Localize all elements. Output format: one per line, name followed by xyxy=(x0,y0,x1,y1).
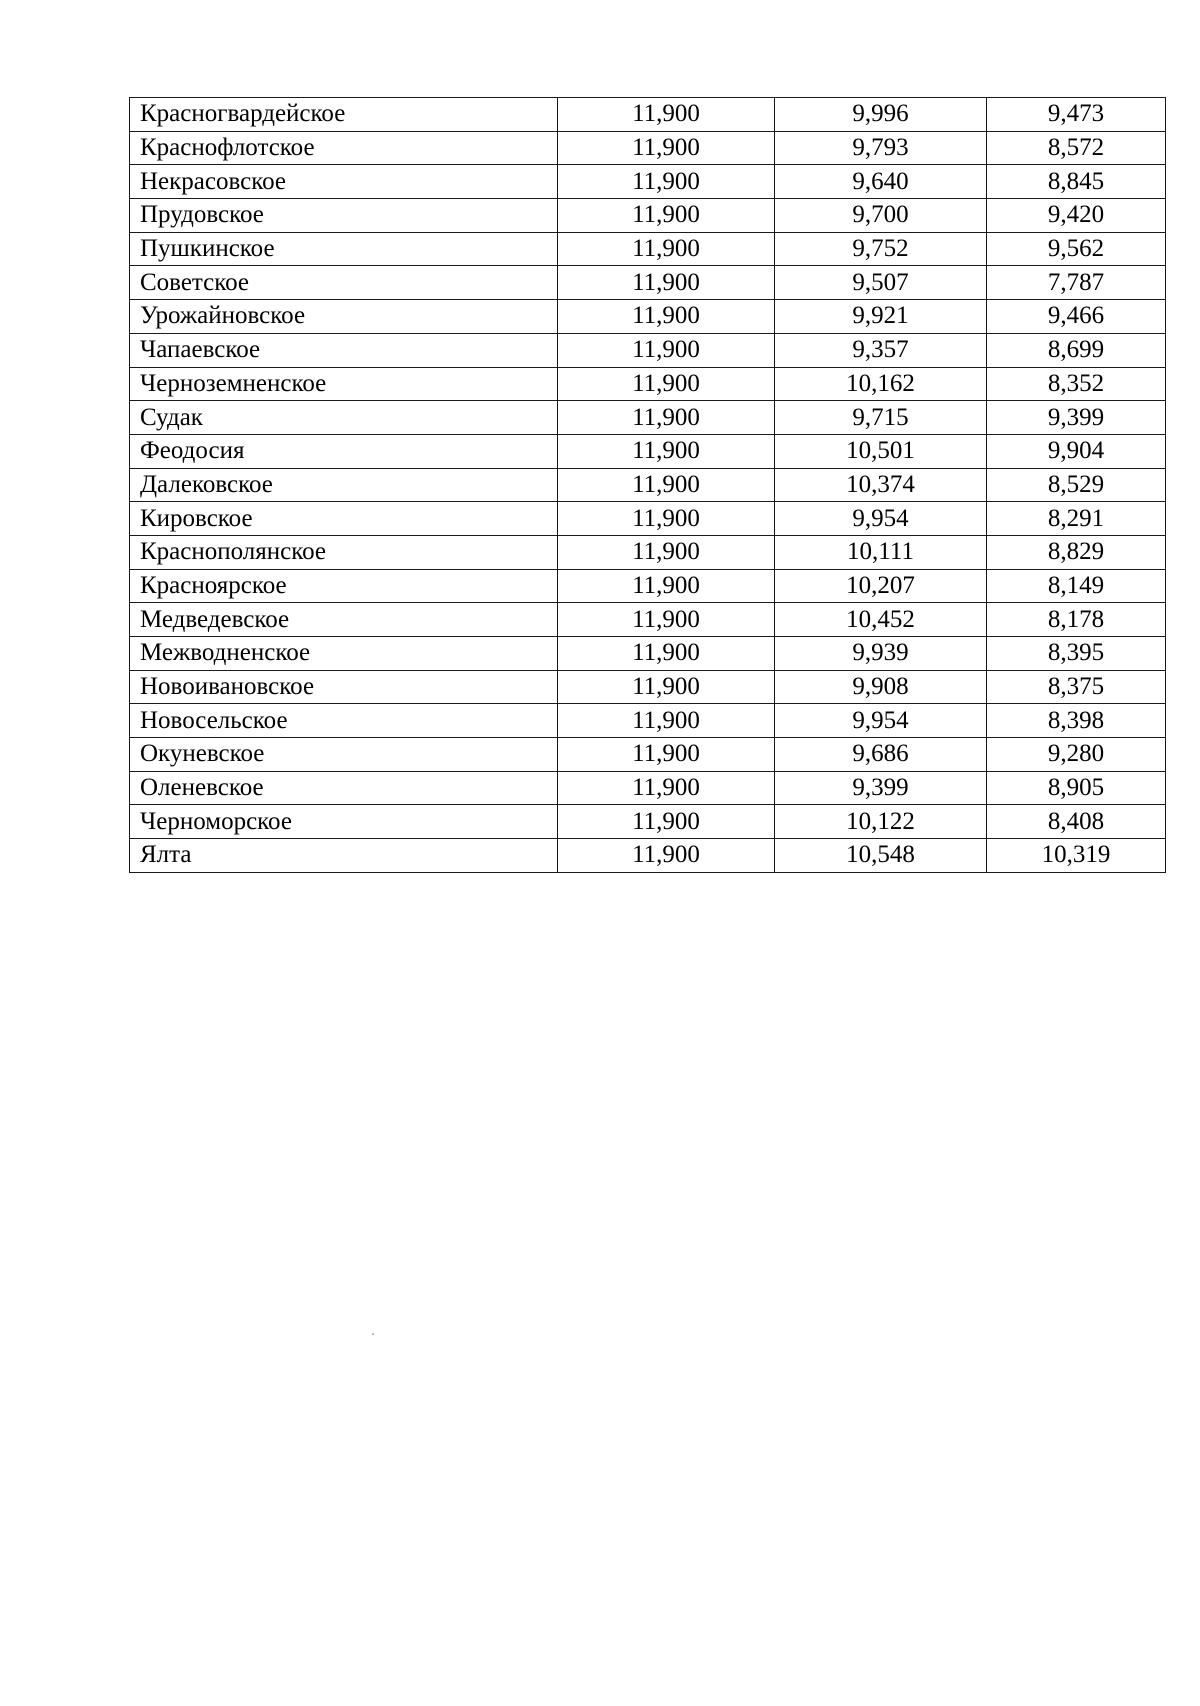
value-cell: 8,829 xyxy=(987,535,1166,569)
table-row xyxy=(130,569,1166,603)
value-cell: 9,700 xyxy=(775,199,987,233)
value-cell: 9,640 xyxy=(775,165,987,199)
table-row xyxy=(130,98,1166,132)
value-cell: 8,845 xyxy=(987,165,1166,199)
value-cell: 10,548 xyxy=(775,839,987,873)
value-cell: 9,507 xyxy=(775,266,987,300)
value-cell: 9,399 xyxy=(987,401,1166,435)
value-cell: 11,900 xyxy=(558,839,775,873)
value-cell: 11,900 xyxy=(558,805,775,839)
value-cell: 9,904 xyxy=(987,434,1166,468)
settlement-name-cell: Медведевское xyxy=(130,603,558,637)
value-cell: 11,900 xyxy=(558,502,775,536)
value-cell: 10,374 xyxy=(775,468,987,502)
table-row xyxy=(130,232,1166,266)
settlement-name-cell: Чапаевское xyxy=(130,333,558,367)
value-cell: 10,122 xyxy=(775,805,987,839)
settlement-name-cell: Новосельское xyxy=(130,704,558,738)
settlement-name-cell: Красногвардейское xyxy=(130,98,558,132)
value-cell: 11,900 xyxy=(558,232,775,266)
value-cell: 9,954 xyxy=(775,704,987,738)
value-cell: 11,900 xyxy=(558,165,775,199)
value-cell: 9,908 xyxy=(775,670,987,704)
value-cell: 10,111 xyxy=(775,535,987,569)
scan-speck xyxy=(372,1333,374,1335)
value-cell: 9,715 xyxy=(775,401,987,435)
table-body xyxy=(130,98,1166,873)
table-row xyxy=(130,670,1166,704)
value-cell: 9,996 xyxy=(775,98,987,132)
value-cell: 10,319 xyxy=(987,839,1166,873)
value-cell: 8,149 xyxy=(987,569,1166,603)
table-row xyxy=(130,738,1166,772)
value-cell: 8,178 xyxy=(987,603,1166,637)
value-cell: 9,793 xyxy=(775,131,987,165)
settlement-name-cell: Краснополянское xyxy=(130,535,558,569)
value-cell: 8,572 xyxy=(987,131,1166,165)
value-cell: 8,529 xyxy=(987,468,1166,502)
value-cell: 9,752 xyxy=(775,232,987,266)
table-row xyxy=(130,199,1166,233)
settlement-name-cell: Феодосия xyxy=(130,434,558,468)
value-cell: 9,420 xyxy=(987,199,1166,233)
value-cell: 8,905 xyxy=(987,771,1166,805)
value-cell: 9,921 xyxy=(775,300,987,334)
settlement-name-cell: Прудовское xyxy=(130,199,558,233)
value-cell: 9,399 xyxy=(775,771,987,805)
table-row xyxy=(130,805,1166,839)
value-cell: 11,900 xyxy=(558,434,775,468)
value-cell: 11,900 xyxy=(558,704,775,738)
value-cell: 9,466 xyxy=(987,300,1166,334)
table-row xyxy=(130,502,1166,536)
value-cell: 9,280 xyxy=(987,738,1166,772)
value-cell: 10,501 xyxy=(775,434,987,468)
value-cell: 9,473 xyxy=(987,98,1166,132)
table-row xyxy=(130,839,1166,873)
value-cell: 11,900 xyxy=(558,535,775,569)
value-cell: 11,900 xyxy=(558,603,775,637)
table-row xyxy=(130,300,1166,334)
settlement-name-cell: Ялта xyxy=(130,839,558,873)
table-row xyxy=(130,603,1166,637)
value-cell: 11,900 xyxy=(558,771,775,805)
table-row xyxy=(130,401,1166,435)
value-cell: 8,395 xyxy=(987,637,1166,671)
settlement-name-cell: Окуневское xyxy=(130,738,558,772)
settlement-name-cell: Краснофлотское xyxy=(130,131,558,165)
settlement-name-cell: Советское xyxy=(130,266,558,300)
value-cell: 11,900 xyxy=(558,670,775,704)
table-row xyxy=(130,367,1166,401)
value-cell: 11,900 xyxy=(558,98,775,132)
value-cell: 8,352 xyxy=(987,367,1166,401)
settlement-name-cell: Судак xyxy=(130,401,558,435)
value-cell: 9,686 xyxy=(775,738,987,772)
settlement-name-cell: Кировское xyxy=(130,502,558,536)
settlement-name-cell: Оленевское xyxy=(130,771,558,805)
table-row xyxy=(130,333,1166,367)
value-cell: 11,900 xyxy=(558,738,775,772)
data-table xyxy=(129,97,1166,873)
value-cell: 9,954 xyxy=(775,502,987,536)
table-row xyxy=(130,771,1166,805)
value-cell: 8,408 xyxy=(987,805,1166,839)
value-cell: 11,900 xyxy=(558,401,775,435)
table-row xyxy=(130,165,1166,199)
table-row xyxy=(130,266,1166,300)
value-cell: 9,939 xyxy=(775,637,987,671)
value-cell: 7,787 xyxy=(987,266,1166,300)
settlement-name-cell: Новоивановское xyxy=(130,670,558,704)
value-cell: 8,699 xyxy=(987,333,1166,367)
value-cell: 11,900 xyxy=(558,569,775,603)
settlement-name-cell: Урожайновское xyxy=(130,300,558,334)
value-cell: 9,357 xyxy=(775,333,987,367)
table-row xyxy=(130,637,1166,671)
value-cell: 10,162 xyxy=(775,367,987,401)
value-cell: 11,900 xyxy=(558,468,775,502)
value-cell: 11,900 xyxy=(558,300,775,334)
value-cell: 9,562 xyxy=(987,232,1166,266)
table-row xyxy=(130,434,1166,468)
value-cell: 11,900 xyxy=(558,131,775,165)
value-cell: 11,900 xyxy=(558,367,775,401)
value-cell: 11,900 xyxy=(558,333,775,367)
settlement-name-cell: Далековское xyxy=(130,468,558,502)
value-cell: 8,291 xyxy=(987,502,1166,536)
table-row xyxy=(130,131,1166,165)
table-row xyxy=(130,704,1166,738)
settlement-name-cell: Некрасовское xyxy=(130,165,558,199)
settlement-name-cell: Межводненское xyxy=(130,637,558,671)
value-cell: 11,900 xyxy=(558,637,775,671)
table-row xyxy=(130,535,1166,569)
settlement-name-cell: Красноярское xyxy=(130,569,558,603)
value-cell: 11,900 xyxy=(558,199,775,233)
settlement-name-cell: Пушкинское xyxy=(130,232,558,266)
value-cell: 10,207 xyxy=(775,569,987,603)
value-cell: 10,452 xyxy=(775,603,987,637)
value-cell: 8,375 xyxy=(987,670,1166,704)
settlement-name-cell: Черноморское xyxy=(130,805,558,839)
settlement-name-cell: Черноземненское xyxy=(130,367,558,401)
value-cell: 8,398 xyxy=(987,704,1166,738)
table-row xyxy=(130,468,1166,502)
value-cell: 11,900 xyxy=(558,266,775,300)
